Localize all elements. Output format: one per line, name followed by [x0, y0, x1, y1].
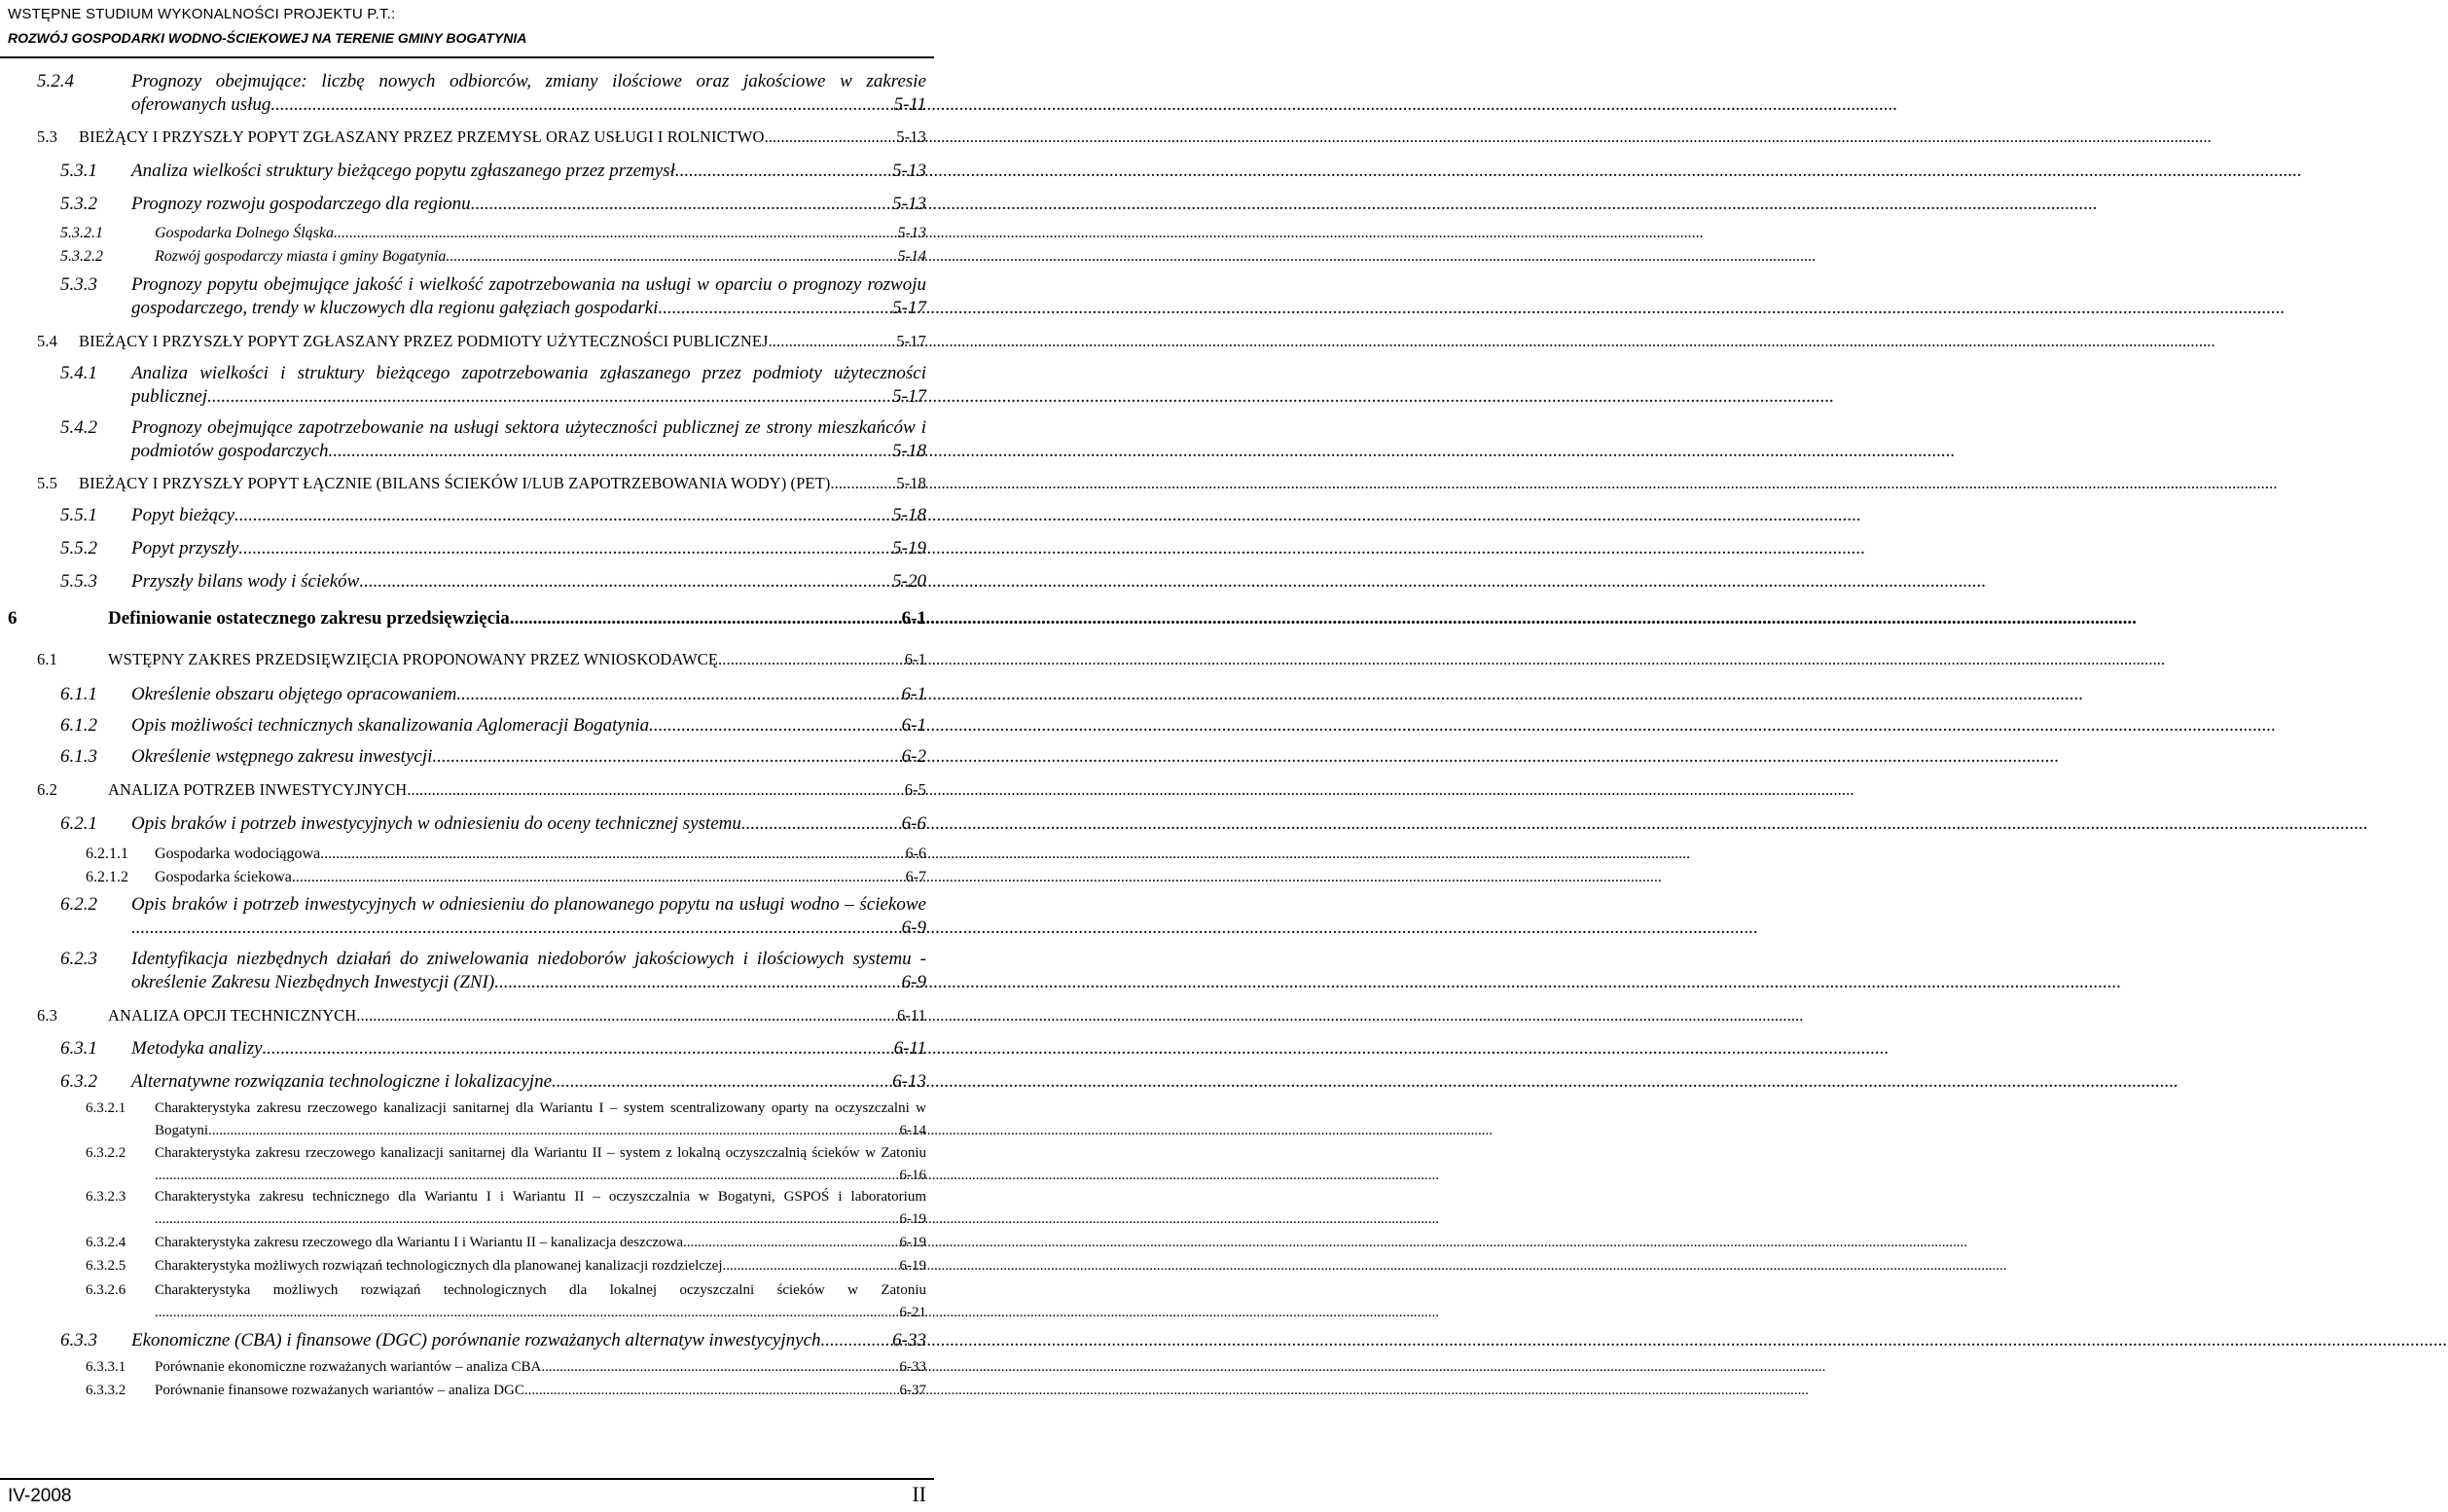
toc-entry-title-line: podmiotów gospodarczych: [131, 440, 329, 461]
toc-entry-title-line: Charakterystyka zakresu rzeczowego kanalizacji sanitarnej dla Wariantu II – system z lokalną oczyszczalnią ścieków w Zatoniu: [155, 1145, 926, 1161]
toc-dot-leader: [238, 537, 892, 560]
header-rule: [0, 56, 934, 58]
toc-entry-title: Gospodarka wodociągowa: [155, 846, 321, 862]
toc-entry-number: 6.3.2.3: [86, 1189, 126, 1205]
toc-entry-number: 6.3.2.2: [86, 1145, 126, 1161]
toc-entry-title: Opis możliwości technicznych skanalizowania Aglomeracji Bogatynia: [131, 715, 650, 736]
toc-entry-title: Alternatywne rozwiązania technologiczne i lokalizacyjne: [131, 1071, 552, 1092]
toc-entry-title: Ekonomiczne (CBA) i finansowe (DGC) porównanie rozważanych alternatyw inwestycyjnych: [131, 1330, 821, 1350]
toc-entry-page: 5-13: [897, 225, 926, 241]
toc-entry-title-line: Charakterystyka możliwych rozwiązań technologicznych dla lokalnej oczyszczalni ścieków w Zatoniu: [155, 1282, 926, 1298]
toc-entry-page: 6-2: [901, 746, 926, 767]
toc-entry-title: Metodyka analizy: [131, 1038, 263, 1059]
toc-entry-title: Gospodarka ściekowa: [155, 869, 292, 885]
toc-entry-title: Charakterystyka zakresu rzeczowego dla Wariantu I i Wariantu II – kanalizacja deszczowa: [155, 1235, 684, 1250]
toc-dot-leader: [155, 1208, 900, 1231]
toc-entry-title: Porównanie finansowe rozważanych wariantów – analiza DGC: [155, 1383, 524, 1398]
toc-entry-number: 6: [8, 608, 18, 629]
toc-entry-title: Definiowanie ostatecznego zakresu przedsięwzięcia: [108, 608, 510, 629]
toc-entry-title-line: Prognozy obejmujące: liczbę nowych odbiorców, zmiany ilościowe oraz jakościowe w zakresie: [131, 71, 926, 91]
toc-dot-leader: [432, 745, 901, 769]
toc-entry-title: Prognozy rozwoju gospodarczego dla regionu: [131, 194, 471, 214]
toc-dot-leader: [769, 330, 897, 353]
toc-entry-number: 5.3.3: [60, 274, 97, 295]
toc-dot-leader: [263, 1037, 894, 1061]
toc-entry-number: 5.4.2: [60, 417, 97, 438]
toc-dot-leader: [155, 1165, 900, 1187]
toc-entry-page: 6-7: [905, 869, 926, 885]
toc-entry-number: 6.2.3: [60, 949, 97, 969]
toc-entry-number: 6.1.3: [60, 746, 97, 767]
toc-entry-number: 5.5.3: [60, 571, 97, 592]
toc-entry-page: 6-11: [893, 1038, 926, 1059]
header-project-label: WSTĘPNE STUDIUM WYKONALNOŚCI PROJEKTU P.T.:: [8, 6, 396, 22]
toc-entry-title: Analiza wielkości struktury bieżącego popytu zgłaszanego przez przemysł: [131, 161, 675, 181]
toc-entry-page: 6-1: [901, 608, 926, 629]
toc-entry-number: 6.1: [37, 650, 57, 668]
toc-entry-title: BIEŻĄCY I PRZYSZŁY POPYT ZGŁASZANY PRZEZ PRZEMYSŁ ORAZ USŁUGI I ROLNICTWO: [79, 127, 765, 146]
toc-dot-leader: [821, 1329, 893, 1352]
toc-entry-page: 6-11: [896, 1006, 926, 1025]
toc-entry-title-line: Charakterystyka zakresu rzeczowego kanalizacji sanitarnej dla Wariantu I – system scentralizowany oparty na oczyszczalni w: [155, 1100, 926, 1116]
toc-dot-leader: [155, 1302, 900, 1324]
toc-entry-title: Opis braków i potrzeb inwestycyjnych w odniesieniu do oceny technicznej systemu: [131, 813, 741, 834]
toc-dot-leader: [320, 843, 906, 865]
toc-entry-number: 5.2.4: [37, 71, 74, 91]
toc-entry-number: 6.2.1.1: [86, 846, 128, 862]
toc-dot-leader: [270, 93, 893, 117]
toc-dot-leader: [510, 607, 902, 630]
toc-entry-title: Przyszły bilans wody i ścieków: [131, 571, 360, 592]
toc-entry-number: 6.3.2.4: [86, 1235, 126, 1250]
toc-dot-leader: [649, 714, 902, 738]
toc-dot-leader: [292, 866, 906, 888]
toc-entry-title-line: publicznej: [131, 385, 208, 407]
toc-entry-number: 5.3: [37, 127, 57, 146]
toc-entry-number: 6.1.2: [60, 715, 97, 736]
toc-entry-page: 5-18: [896, 474, 926, 492]
toc-entry-title: Gospodarka Dolnego Śląska: [155, 225, 334, 241]
toc-entry-page: 6-33: [892, 1330, 926, 1350]
toc-entry-number: 6.3.3.1: [86, 1359, 126, 1375]
toc-dot-leader: [407, 778, 904, 802]
header-project-title: ROZWÓJ GOSPODARKI WODNO-ŚCIEKOWEJ NA TERENIE GMINY BOGATYNIA: [8, 30, 527, 46]
toc-entry-page: 6-6: [901, 813, 926, 834]
toc-dot-leader: [131, 917, 902, 940]
toc-dot-leader: [234, 504, 892, 527]
toc-entry-title: ANALIZA POTRZEB INWESTYCYJNYCH: [108, 780, 408, 799]
toc-entry-title: Charakterystyka możliwych rozwiązań technologicznych dla planowanej kanalizacji rozdzielczej: [155, 1258, 723, 1274]
toc-dot-leader: [208, 1120, 900, 1142]
toc-entry-page: 6-1: [901, 684, 926, 704]
toc-entry-number: 5.3.2.2: [60, 248, 103, 265]
toc-dot-leader: [446, 245, 897, 268]
toc-entry-title: Popyt bieżący: [131, 505, 235, 525]
toc-entry-number: 6.3.2: [60, 1071, 97, 1092]
toc-entry-page: 5-13: [892, 161, 926, 181]
toc-entry-page: 6-19: [899, 1258, 926, 1274]
toc-entry-title-line: oferowanych usług: [131, 93, 271, 115]
toc-entry-title-line: Prognozy obejmujące zapotrzebowanie na usługi sektora użyteczności publicznej ze strony mieszkańców i: [131, 417, 926, 438]
toc-entry-page: 5-13: [896, 127, 926, 146]
toc-dot-leader: [718, 648, 905, 671]
toc-dot-leader: [356, 1004, 897, 1027]
toc-dot-leader: [359, 570, 892, 594]
toc-entry-title-line: Prognozy popytu obejmujące jakość i wielkość zapotrzebowania na usługi w oparciu o prognozy rozwoju: [131, 274, 926, 295]
toc-entry-title: WSTĘPNY ZAKRES PRZEDSIĘWZIĘCIA PROPONOWANY PRZEZ WNIOSKODAWCĘ: [108, 650, 719, 668]
toc-entry-title-line: Identyfikacja niezbędnych działań do zniwelowania niedoborów jakościowych i ilościowych systemu -: [131, 949, 926, 969]
toc-entry-number: 5.4: [37, 332, 57, 350]
toc-entry-number: 5.5.2: [60, 538, 97, 558]
toc-entry-page: 6-6: [905, 846, 926, 862]
toc-entry-number: 5.3.1: [60, 161, 97, 181]
toc-entry-page: 5-20: [892, 571, 926, 592]
toc-entry-title: BIEŻĄCY I PRZYSZŁY POPYT ZGŁASZANY PRZEZ PODMIOTY UŻYTECZNOŚCI PUBLICZNEJ: [79, 332, 769, 350]
toc-entry-page: 6-13: [892, 1071, 926, 1092]
toc-dot-leader: [722, 1255, 899, 1278]
toc-entry-number: 6.2.2: [60, 894, 97, 915]
toc-dot-leader: [658, 297, 892, 320]
toc-entry-page: 6-1: [904, 650, 926, 668]
toc-entry-number: 6.2.1: [60, 813, 97, 834]
footer-date: IV-2008: [8, 1486, 72, 1506]
toc-entry-number: 5.5: [37, 474, 57, 492]
toc-entry-number: 6.1.1: [60, 684, 97, 704]
toc-entry-number: 6.3.1: [60, 1038, 97, 1059]
toc-entry-title: BIEŻĄCY I PRZYSZŁY POPYT ŁĄCZNIE (BILANS ŚCIEKÓW I/LUB ZAPOTRZEBOWANIA WODY) (PET): [79, 474, 831, 492]
toc-entry-page: 6-21: [899, 1304, 926, 1320]
toc-dot-leader: [741, 812, 902, 836]
toc-entry-title: Porównanie ekonomiczne rozważanych wariantów – analiza CBA: [155, 1359, 542, 1375]
toc-entry-page: 5-13: [892, 194, 926, 214]
toc-entry-page: 6-5: [904, 780, 926, 799]
toc-entry-title: Rozwój gospodarczy miasta i gminy Bogatynia: [155, 248, 447, 265]
toc-dot-leader: [207, 385, 892, 409]
toc-dot-leader: [541, 1356, 899, 1379]
toc-entry-page: 5-17: [892, 297, 926, 318]
toc-dot-leader: [765, 126, 897, 149]
toc-dot-leader: [683, 1232, 899, 1254]
toc-entry-title: Określenie obszaru objętego opracowaniem: [131, 684, 457, 704]
toc-entry-number: 6.3.2.5: [86, 1258, 126, 1274]
toc-dot-leader: [552, 1070, 892, 1094]
toc-entry-page: 6-9: [901, 917, 926, 938]
toc-entry-page: 5-19: [892, 538, 926, 558]
toc-dot-leader: [328, 440, 892, 463]
toc-entry-number: 6.2.1.2: [86, 869, 128, 885]
toc-entry-number: 5.5.1: [60, 505, 97, 525]
page-header: [0, 0, 934, 64]
toc-dot-leader: [471, 193, 892, 216]
toc-entry-page: 5-14: [897, 248, 926, 265]
toc-entry-page: 5-18: [892, 440, 926, 461]
toc-entry-number: 6.3.2.6: [86, 1282, 126, 1298]
toc-entry-title-line: Charakterystyka zakresu technicznego dla Wariantu I i Wariantu II – oczyszczalnia w Bogatyni, GSPOŚ i laboratorium: [155, 1189, 926, 1205]
toc-entry-page: 6-1: [901, 715, 926, 736]
toc-entry-page: 6-33: [899, 1359, 926, 1375]
toc-entry-page: 6-37: [899, 1383, 926, 1398]
toc-entry-title-line: gospodarczego, trendy w kluczowych dla regionu gałęziach gospodarki: [131, 297, 659, 318]
toc-entry-number: 5.3.2: [60, 194, 97, 214]
toc-entry-number: 6.2: [37, 780, 57, 799]
toc-dot-leader: [456, 683, 901, 706]
toc-entry-title: Popyt przyszły: [131, 538, 239, 558]
toc-entry-page: 5-17: [892, 385, 926, 407]
toc-entry-number: 6.3.3.2: [86, 1383, 126, 1398]
toc-entry-page: 6-19: [899, 1235, 926, 1250]
toc-entry-page: 6-14: [899, 1122, 926, 1138]
toc-entry-title-line: Opis braków i potrzeb inwestycyjnych w odniesieniu do planowanego popytu na usługi wodno – ściekowe: [131, 894, 926, 915]
footer-rule: [0, 1478, 934, 1480]
toc-entry-title-line: Bogatyni: [155, 1122, 208, 1138]
toc-dot-leader: [524, 1380, 900, 1402]
toc-entry-title-line: określenie Zakresu Niezbędnych Inwestycji (ZNI): [131, 971, 495, 992]
toc-entry-page: 6-9: [901, 971, 926, 992]
toc-entry-title-line: Analiza wielkości i struktury bieżącego zapotrzebowania zgłaszanego przez podmioty użyteczności: [131, 363, 926, 383]
toc-entry-page: 5-18: [892, 505, 926, 525]
footer-page-number: II: [912, 1482, 926, 1506]
toc-dot-leader: [334, 222, 898, 244]
toc-entry-number: 6.3.2.1: [86, 1100, 126, 1116]
toc-entry-number: 6.3: [37, 1006, 57, 1025]
toc-entry-page: 6-19: [899, 1210, 926, 1227]
toc-entry-number: 5.3.2.1: [60, 225, 103, 241]
toc-dot-leader: [675, 160, 892, 183]
toc-entry-number: 6.3.3: [60, 1330, 97, 1350]
toc-entry-title: Określenie wstępnego zakresu inwestycji: [131, 746, 433, 767]
toc-entry-page: 5-17: [896, 332, 926, 350]
toc-entry-title: ANALIZA OPCJI TECHNICZNYCH: [108, 1006, 357, 1025]
toc-dot-leader: [830, 472, 896, 495]
toc-entry-number: 5.4.1: [60, 363, 97, 383]
toc-dot-leader: [494, 971, 901, 994]
toc-entry-page: 6-16: [899, 1167, 926, 1183]
toc-entry-page: 5-11: [893, 93, 926, 115]
